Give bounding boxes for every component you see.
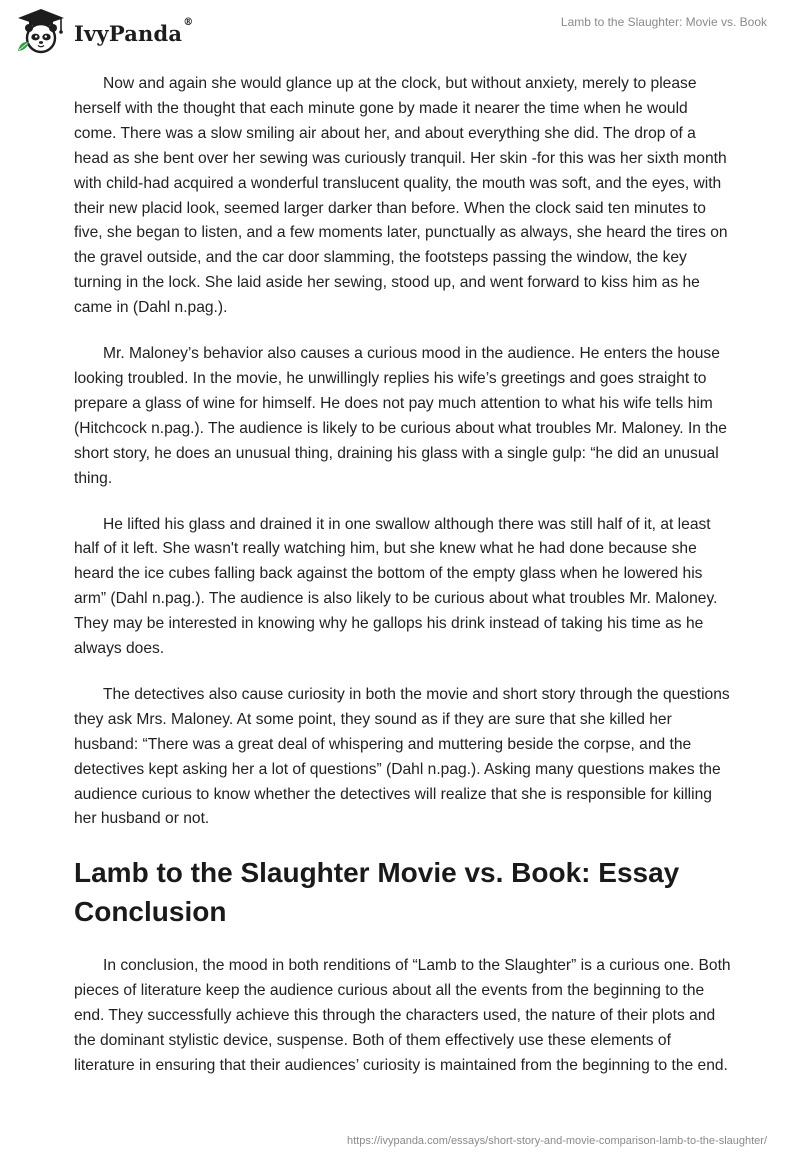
essay-content bbox=[74, 72, 734, 1100]
ivypanda-logo[interactable] bbox=[14, 7, 193, 55]
document-title: Lamb to the Slaughter: Movie vs. Book bbox=[560, 15, 767, 29]
conclusion-heading: Lamb to the Slaughter Movie vs. Book: Essay Conclusion bbox=[74, 857, 680, 928]
paragraph-detectives: The detectives also cause curiosity in both the movie and short story through the questions they ask Mrs. Maloney. At some point, they sound as if they are sure that she killed her husband: “There was a great deal of whispering and muttering beside the corpse, and the detectives kept asking her a lot of questions” (Dahl n.pag.). Asking many questions makes the audience curious to know whether the detectives will realize that she is responsible for killing her husband or not. bbox=[74, 685, 730, 828]
paragraph-conclusion: In conclusion, the mood in both renditions of “Lamb to the Slaughter” is a curious one. Both pieces of literature keep the audience curious about all the events from the beginning to the end. They successfully achieve this through the characters used, the nature of their plots and the dominant stylistic device, suspense. Both of them effectively use these elements of literature in ensuring that their audiences’ curiosity is maintained from the beginning to the end. bbox=[74, 957, 731, 1074]
panda-graduate-icon bbox=[14, 7, 68, 55]
paragraph-drained-glass: He lifted his glass and drained it in one swallow although there was still half of it, at least half of it left. She wasn't really watching him, but she knew what he had done because she heard the ice cubes falling back against the bottom of the empty glass when he lowered his arm” (Dahl n.pag.). The audience is also likely to be curious about what troubles Mr. Maloney. They may be interested in knowing why he gallops his drink instead of taking his time as he always does. bbox=[74, 515, 718, 658]
paragraph-clock: Now and again she would glance up at the clock, but without anxiety, merely to please herself with the thought that each minute gone by made it nearer the time when he would come. There was a slow smiling air about her, and about everything she did. The drop of a head as she bent over her sewing was curiously tranquil. Her skin -for this was her sixth month with child-had acquired a wonderful translucent quality, the mouth was soft, and the eyes, with their new placid look, seemed larger darker than before. When the clock said ten minutes to five, she began to listen, and a few moments later, punctually as always, she heard the tires on the gravel outside, and the car door slamming, the footsteps passing the window, the key turning in the lock. She laid aside her sewing, stood up, and went forward to kiss him as he came in (Dahl n.pag.). bbox=[74, 75, 728, 317]
paragraph-maloney-behavior: Mr. Maloney’s behavior also causes a curious mood in the audience. He enters the house looking troubled. In the movie, he unwillingly replies his wife’s greetings and goes straight to prepare a glass of wine for himself. He does not pay much attention to what his wife tells him (Hitchcock n.pag.). The audience is likely to be curious about what troubles Mr. Maloney. In the short story, he does an unusual thing, draining his glass with a single gulp: “he did an unusual thing. bbox=[74, 345, 727, 487]
page-header bbox=[0, 0, 800, 60]
registered-mark: ® bbox=[183, 16, 194, 28]
source-url[interactable]: https://ivypanda.com/essays/short-story-and-movie-comparison-lamb-to-the-slaughter/ bbox=[347, 1135, 767, 1147]
brand-name: IvyPanda® bbox=[74, 16, 194, 46]
